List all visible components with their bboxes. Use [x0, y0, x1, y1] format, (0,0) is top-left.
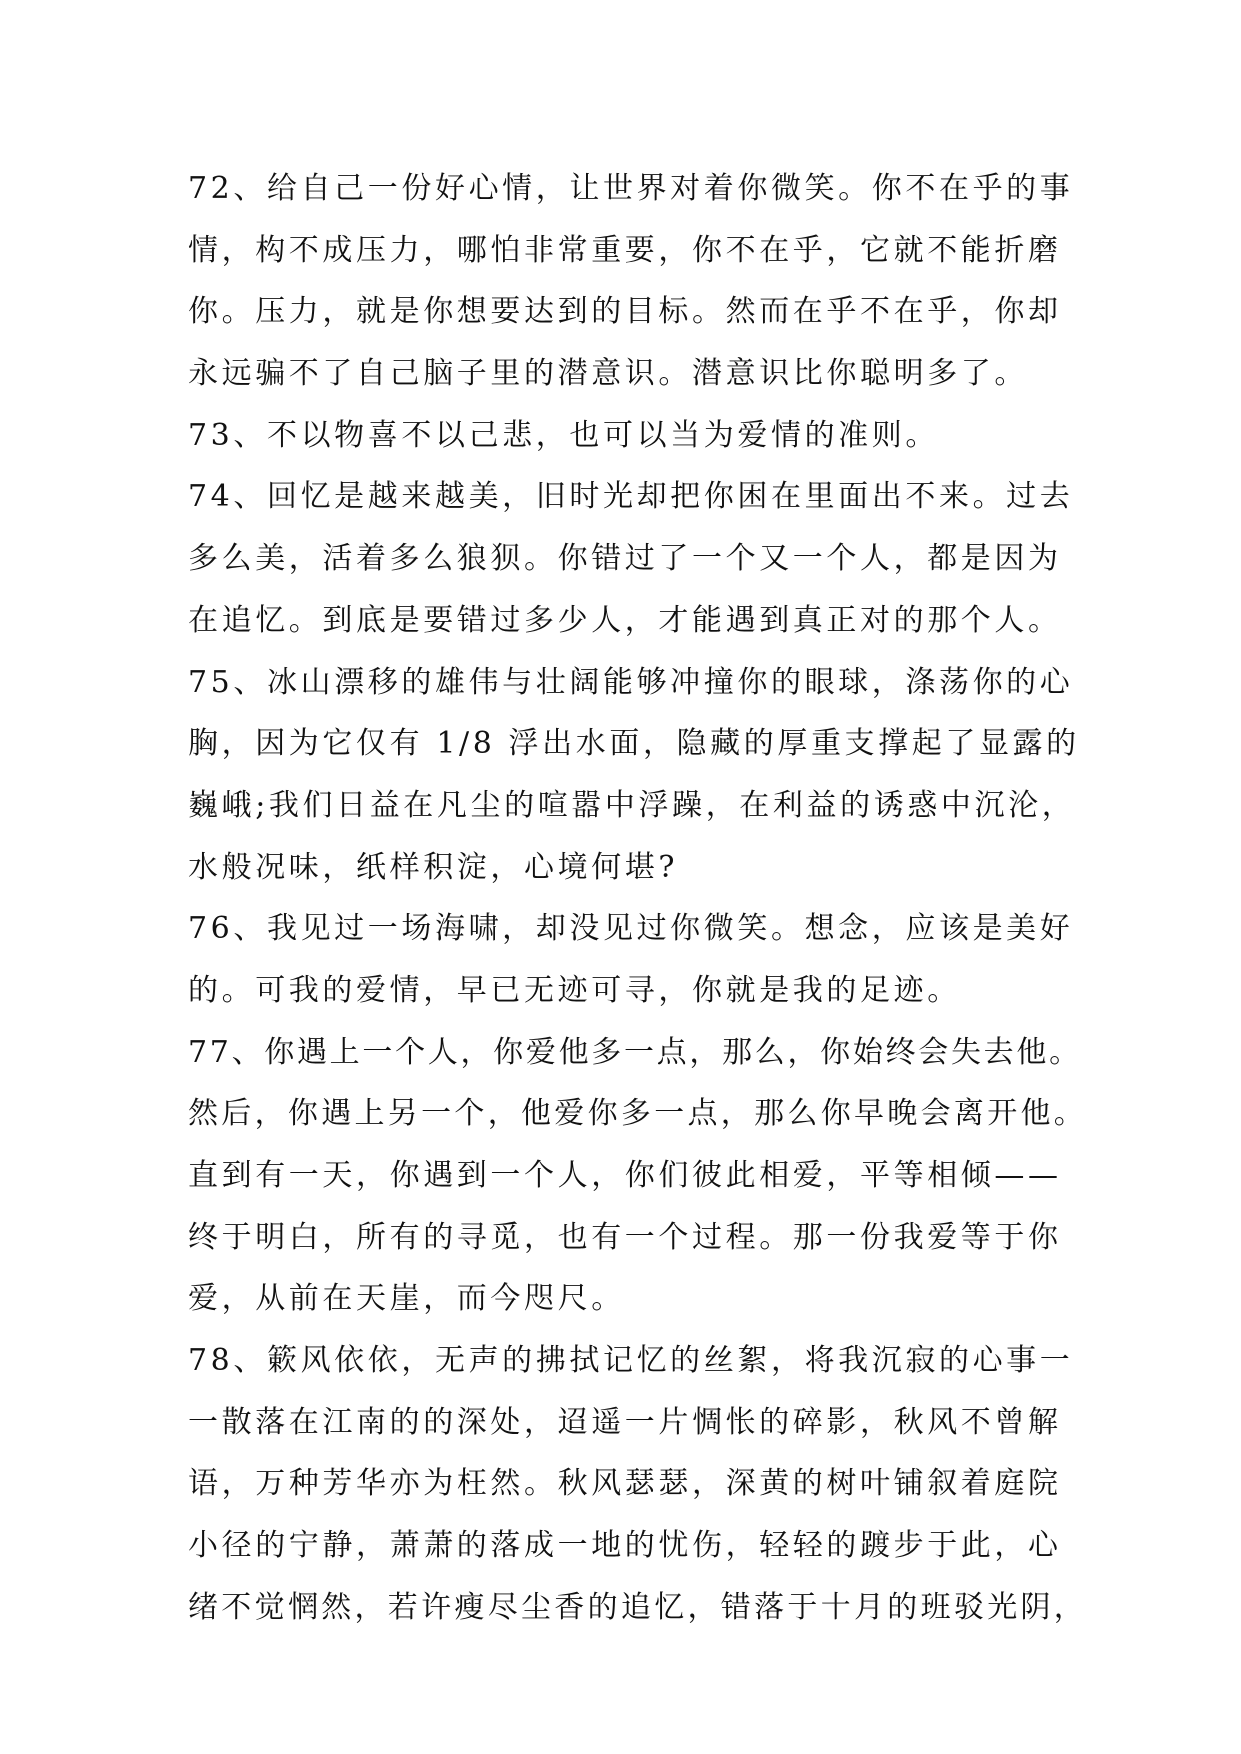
text-line: 巍峨;我们日益在凡尘的喧嚣中浮躁，在利益的诱惑中沉沦， [188, 787, 1076, 823]
text-line: 的。可我的爱情，早已无迹可寻，你就是我的足迹。 [188, 972, 961, 1008]
text-line: 73、不以物喜不以己悲，也可以当为爱情的准则。 [188, 417, 939, 453]
text-line: 语，万种芳华亦为枉然。秋风瑟瑟，深黄的树叶铺叙着庭院 [188, 1466, 1062, 1502]
document-body [188, 158, 1088, 1639]
text-line: 小径的宁静，萧萧的落成一地的忧伤，轻轻的踱步于此，心 [188, 1528, 1062, 1564]
text-line: 直到有一天，你遇到一个人，你们彼此相爱，平等相倾—— [188, 1158, 1062, 1193]
text-line: 情，构不成压力，哪怕非常重要，你不在乎，它就不能折磨 [188, 232, 1062, 268]
text-line: 74、回忆是越来越美，旧时光却把你困在里面出不来。过去 [188, 479, 1074, 515]
text-line: 胸，因为它仅有 1/8 浮出水面，隐藏的厚重支撑起了显露的 [188, 726, 1080, 762]
text-line: 爱，从前在天崖，而今咫尺。 [188, 1281, 625, 1317]
text-line: 76、我见过一场海啸，却没见过你微笑。想念，应该是美好 [188, 911, 1074, 947]
text-line: 72、给自己一份好心情，让世界对着你微笑。你不在乎的事 [188, 171, 1074, 206]
text-line: 一散落在江南的的深处，迢遥一片惆怅的碎影，秋风不曾解 [188, 1404, 1062, 1440]
text-line: 然后，你遇上另一个，他爱你多一点，那么你早晚会离开他。 [188, 1096, 1088, 1132]
text-line: 78、簌风依依，无声的拂拭记忆的丝絮，将我沉寂的心事一 [188, 1343, 1074, 1379]
text-line: 75、冰山漂移的雄伟与壮阔能够冲撞你的眼球，涤荡你的心 [188, 664, 1074, 700]
text-line: 77、你遇上一个人，你爱他多一点，那么，你始终会失去他。 [188, 1034, 1082, 1070]
text-line: 永远骗不了自己脑子里的潜意识。潜意识比你聪明多了。 [188, 356, 1028, 392]
text-line: 终于明白，所有的寻觅，也有一个过程。那一份我爱等于你 [188, 1219, 1062, 1255]
text-line: 你。压力，就是你想要达到的目标。然而在乎不在乎，你却 [188, 294, 1062, 330]
text-line: 多么美，活着多么狼狈。你错过了一个又一个人，都是因为 [188, 541, 1062, 577]
text-line: 在追忆。到底是要错过多少人，才能遇到真正对的那个人。 [188, 602, 1062, 638]
text-line: 绪不觉惘然，若许瘦尽尘香的追忆，错落于十月的班驳光阴， [188, 1589, 1088, 1625]
text-line: 水般况味，纸样积淀，心境何堪? [188, 849, 679, 885]
